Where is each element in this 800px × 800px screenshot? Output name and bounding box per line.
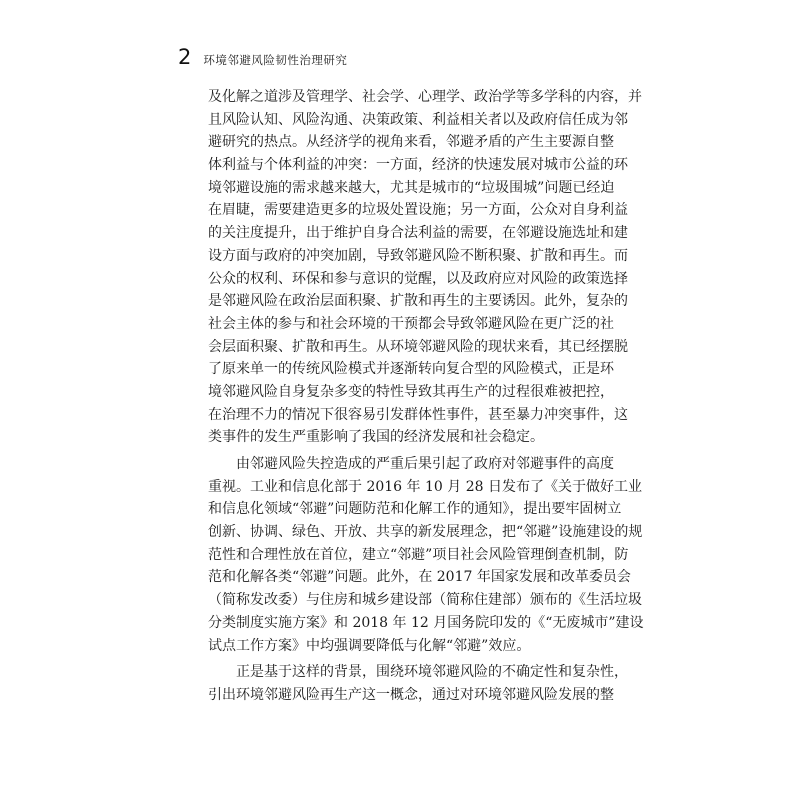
paragraph-3 (208, 661, 628, 706)
text-line: 的关注度提升，出于维护自身合法利益的需要，在邻避设施选址和建 (208, 225, 628, 242)
body-text (208, 86, 644, 707)
text-line: 分类制度实施方案》和 2018 年 12 月国务院印发的《“无废城市”建设 (208, 614, 644, 631)
text-line: 及化解之道涉及管理学、社会学、心理学、政治学等多学科的内容，并 (208, 89, 642, 105)
text-line: 重视。工业和信息化部于 2016 年 10 月 28 日发布了《关于做好工业 (208, 478, 642, 495)
text-line: 且风险认知、风险沟通、决策政策、利益相关者以及政府信任成为邻 (208, 111, 628, 128)
text-line: 避研究的热点。从经济学的视角来看，邻避矛盾的产生主要源自整 (208, 134, 614, 151)
running-title: 环境邻避风险韧性治理研究 (203, 53, 348, 67)
page-number: 2 (178, 45, 192, 69)
text-line: （简称发改委）与住房和城乡建设部（简称住建部）颁布的《生活垃圾 (208, 592, 642, 609)
text-line: 和信息化领域“邻避”问题防范和化解工作的通知》，提出要牢固树立 (208, 501, 622, 518)
text-line: 范和化解各类“邻避”问题。此外，在 2017 年国家发展和改革委员会 (208, 569, 631, 586)
text-line: 了原来单一的传统风险模式并逐渐转向复合型的风险模式，正是环 (208, 361, 614, 378)
text-line: 在眉睫，需要建造更多的垃圾处置设施；另一方面，公众对自身利益 (208, 202, 628, 219)
running-header (178, 44, 347, 70)
text-line: 试点工作方案》中均强调要降低与化解“邻避”效应。 (208, 637, 531, 654)
text-line: 会层面积聚、扩散和再生。从环境邻避风险的现状来看，其已经摆脱 (208, 338, 628, 355)
text-line: 在治理不力的情况下很容易引发群体性事件，甚至暴力冲突事件，这 (208, 406, 628, 423)
text-line: 公众的权利、环保和参与意识的觉醒，以及政府应对风险的政策选择 (208, 270, 628, 287)
text-line: 境邻避风险自身复杂多变的特性导致其再生产的过程很难被把控， (208, 383, 614, 400)
text-line: 境邻避设施的需求越来越大，尤其是城市的“垃圾围城”问题已经迫 (208, 179, 615, 196)
paragraph-1 (208, 86, 642, 449)
text-line: 体利益与个体利益的冲突：一方面，经济的快速发展对城市公益的环 (208, 157, 628, 174)
text-line: 正是基于这样的背景，围绕环境邻避风险的不确定性和复杂性， (236, 664, 628, 681)
text-line: 是邻避风险在政治层面积聚、扩散和再生的主要诱因。此外，复杂的 (208, 293, 628, 310)
text-line: 设方面与政府的冲突加剧，导致邻避风险不断积聚、扩散和再生。而 (208, 247, 628, 264)
text-line: 类事件的发生严重影响了我国的经济发展和社会稳定。 (208, 429, 544, 446)
text-line: 范性和合理性放在首位，建立“邻避”项目社会风险管理倒查机制，防 (208, 546, 629, 563)
text-line: 引出环境邻避风险再生产这一概念，通过对环境邻避风险发展的整 (208, 686, 614, 703)
text-line: 创新、协调、绿色、开放、共享的新发展理念，把“邻避”设施建设的规 (208, 524, 643, 541)
paragraph-2 (208, 453, 644, 657)
text-line: 由邻避风险失控造成的严重后果引起了政府对邻避事件的高度 (236, 456, 614, 472)
text-line: 社会主体的参与和社会环境的干预都会导致邻避风险在更广泛的社 (208, 315, 614, 332)
